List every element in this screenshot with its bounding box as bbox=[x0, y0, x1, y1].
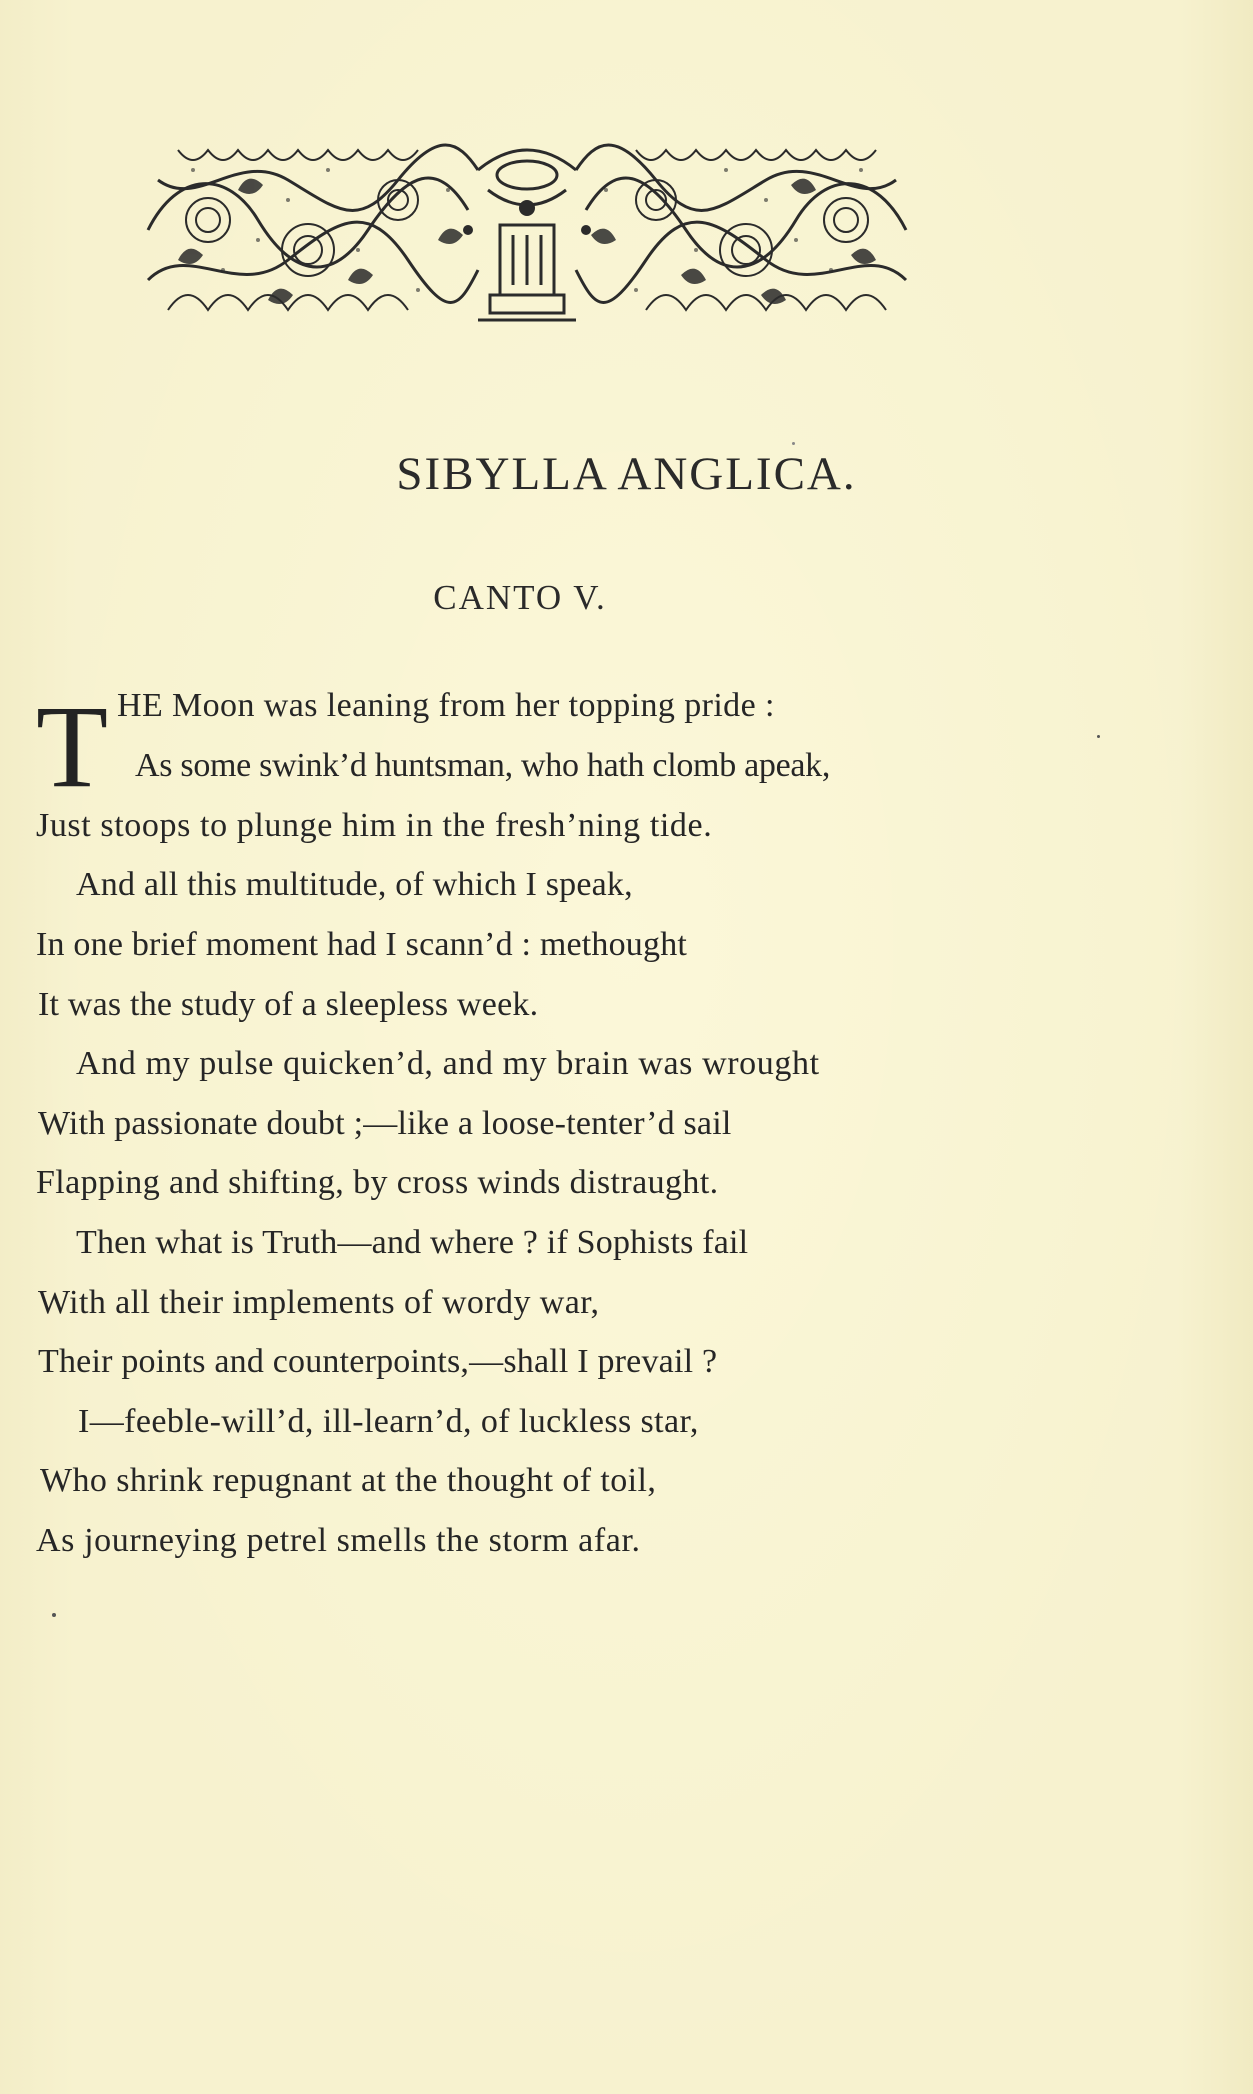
poem-line: As journeying petrel smells the storm afar. bbox=[36, 1522, 641, 1559]
poem-line: With all their implements of wordy war, bbox=[38, 1284, 600, 1321]
ink-speck bbox=[1097, 735, 1100, 738]
ink-speck bbox=[792, 442, 795, 445]
poem-line: It was the study of a sleepless week. bbox=[38, 986, 539, 1023]
poem-line: Flapping and shifting, by cross winds distraught. bbox=[36, 1164, 719, 1201]
ink-speck bbox=[52, 1613, 56, 1617]
poem-line: Their points and counterpoints,—shall I prevail ? bbox=[38, 1343, 718, 1380]
poem-line: As some swink’d huntsman, who hath clomb apeak, bbox=[135, 747, 831, 784]
page-title: SIBYLLA ANGLICA. bbox=[396, 448, 857, 500]
poem-line: With passionate doubt ;—like a loose-tenter’d sail bbox=[38, 1105, 732, 1142]
canto-heading: CANTO V. bbox=[433, 578, 607, 617]
poem-line: Just stoops to plunge him in the fresh’ning tide. bbox=[36, 807, 713, 844]
poem-line: Who shrink repugnant at the thought of toil, bbox=[40, 1462, 657, 1499]
drop-cap: T bbox=[36, 681, 109, 812]
poem-line: Then what is Truth—and where ? if Sophists fail bbox=[76, 1224, 749, 1261]
floral-headpiece-ornament bbox=[138, 130, 916, 330]
poem-line: In one brief moment had I scann’d : methought bbox=[36, 926, 688, 963]
poem-line: I—feeble-will’d, ill-learn’d, of luckless star, bbox=[78, 1403, 699, 1440]
poem-line: And my pulse quicken’d, and my brain was wrought bbox=[76, 1045, 820, 1082]
poem-line: HE Moon was leaning from her topping pride : bbox=[117, 687, 775, 724]
poem-line: And all this multitude, of which I speak, bbox=[76, 866, 633, 903]
